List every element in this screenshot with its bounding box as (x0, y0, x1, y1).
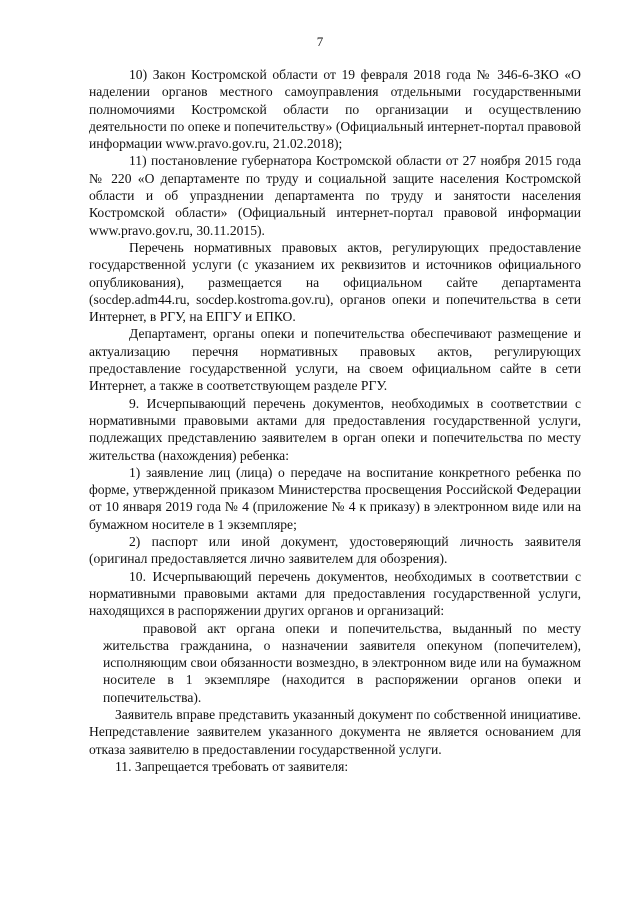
paragraph-section-10-legal-act: правовой акт органа опеки и попечительства, выданный по месту жительства гражданина, о назначении заявителя опекуном (попечителем), исполняющим свои обязанности возмездно, в электронном виде или на бумажном носителе в 1 экземпляре (находится в распоряжении органов опеки и попечительства). (103, 620, 581, 705)
paragraph-section-10: 10. Исчерпывающий перечень документов, необходимых в соответствии с нормативными правовыми актами для предоставления государственной услуги, находящихся в распоряжении других органов и организаций: (89, 568, 581, 619)
paragraph-section-9: 9. Исчерпывающий перечень документов, необходимых в соответствии с нормативными правовыми актами для предоставления государственной услуги, подлежащих представлению заявителем в орган опеки и попечительства по месту жительства (нахождения) ребенка: (89, 395, 581, 463)
paragraph-section-9-item-1: 1) заявление лиц (лица) о передаче на воспитание конкретного ребенка по форме, утвержденной приказом Министерства просвещения Российской Федерации от 10 января 2019 года № 4 (приложение № 4 к приказу) в электронном виде или на бумажном носителе в 1 экземпляре; (89, 464, 581, 532)
paragraph-department-obligations: Департамент, органы опеки и попечительства обеспечивают размещение и актуализацию перечня нормативных правовых актов, регулирующих предоставление государственной услуги, на своем официальном сайте в сети Интернет, а также в соответствующем разделе РГУ. (89, 326, 581, 394)
paragraph-applicant-right: Заявитель вправе представить указанный документ по собственной инициативе. Непредставление заявителем указанного документа не является основанием для отказа заявителю в предоставлении государственной услуги. (89, 706, 581, 757)
paragraph-section-11: 11. Запрещается требовать от заявителя: (115, 758, 349, 774)
paragraph-item-11-resolution: 11) постановление губернатора Костромской области от 27 ноября 2015 года № 220 «О департаменте по труду и социальной защите населения Костромской области и об упразднении департамента по труду и занятости населения Костромской области» (Официальный интернет-портал правовой информации www.pravo.gov.ru, 30.11.2015). (89, 153, 581, 238)
document-body (89, 66, 581, 775)
page-number: 7 (316, 34, 324, 49)
paragraph-item-10-law: 10) Закон Костромской области от 19 февраля 2018 года № 346-6-ЗКО «О наделении органов местного самоуправления отдельными государственными полномочиями Костромской области по организации и осуществлению деятельности по опеке и попечительству» (Официальный интернет-портал правовой информации www.pravo.gov.ru, 21.02.2018); (89, 67, 581, 152)
paragraph-acts-list-publication: Перечень нормативных правовых актов, регулирующих предоставление государственной услуги (с указанием их реквизитов и источников официального опубликования), размещается на официальном сайте департамента (socdep.adm44.ru, socdep.kostroma.gov.ru), органов опеки и попечительства в сети Интернет, в РГУ, на ЕПГУ и ЕПКО. (89, 239, 581, 325)
paragraph-section-9-item-2: 2) паспорт или иной документ, удостоверяющий личность заявителя (оригинал предоставляется лично заявителем для обозрения). (89, 534, 581, 567)
